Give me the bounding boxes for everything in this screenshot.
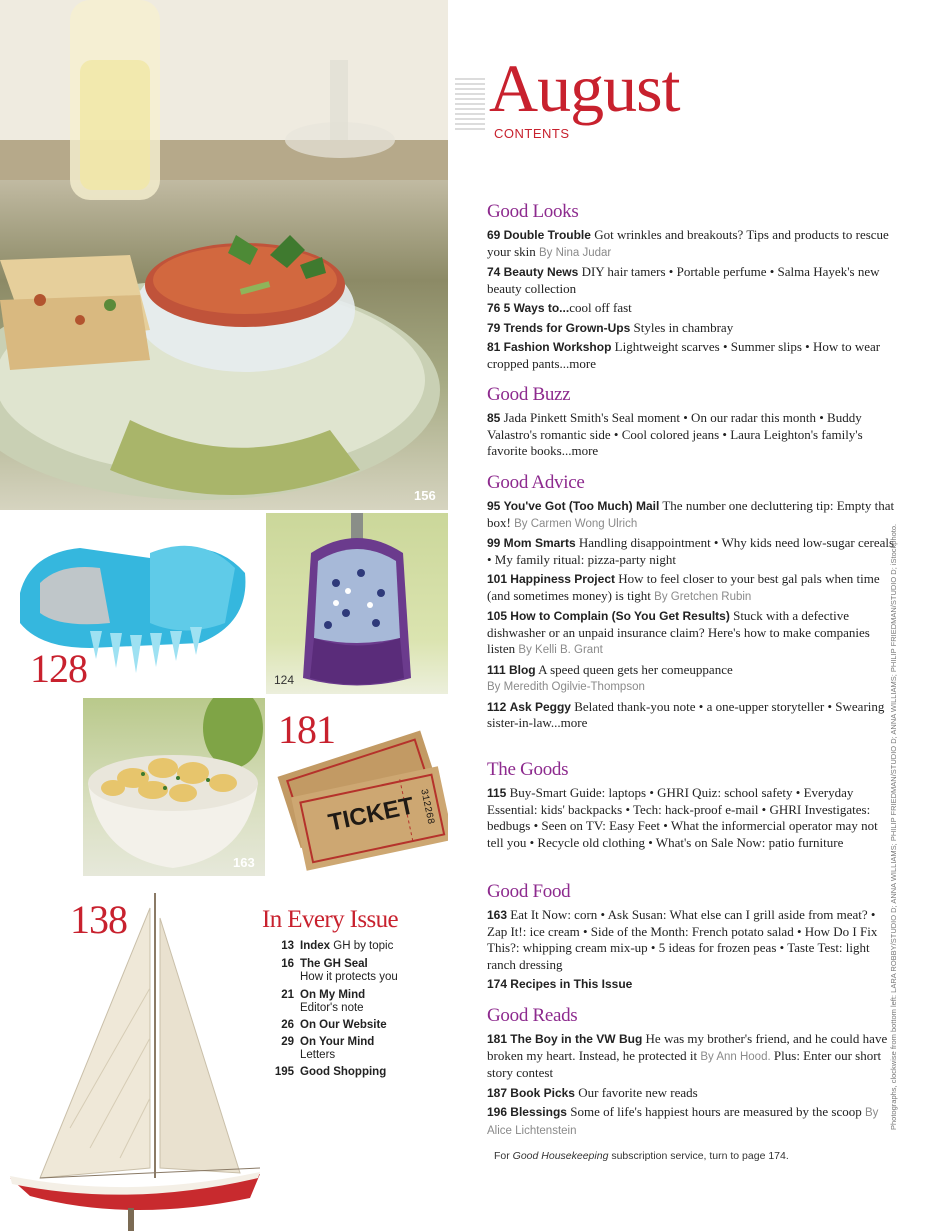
photo-big-page-number: 138 xyxy=(70,897,127,942)
contents-entry[interactable]: 115 Buy-Smart Guide: laptops • GHRI Quiz: school safety • Everyday Essential: kids' backpacks • Tech: hack-proof e-mail • GHRI Investigates: bedbugs • Seen on TV: Easy Feet • What the informercial operator may not tell you • Recycle old clothing • What's on Sale Now: patio furniture xyxy=(487,785,878,850)
contents-entry[interactable]: 111 Blog A speed queen gets her comeuppance By Meredith Ogilvie-Thompson xyxy=(487,661,733,693)
potato-salad-illustration xyxy=(83,698,265,876)
contents-entry[interactable]: 174 Recipes in This Issue xyxy=(487,977,633,991)
sailboat-illustration xyxy=(0,878,260,1231)
contents-entry[interactable]: 196 Blessings Some of life's happiest hours are measured by the scoop By Alice Lichtenstein xyxy=(487,1104,879,1137)
section-title: The Goods xyxy=(487,759,569,780)
section-good-buzz xyxy=(487,384,897,463)
contents-entry[interactable]: 181 The Boy in the VW Bug He was my brother's friend, and he could have broken my heart. Instead, he protected it By Ann Hood. Plus: Enter our short story contest xyxy=(487,1031,888,1080)
section-good-food xyxy=(487,881,897,996)
ticket-serial: 312268 xyxy=(417,788,436,826)
contents-entry[interactable]: 112 Ask Peggy Belated thank-you note • a one-upper storyteller • Swearing sister-in-law...more xyxy=(487,698,885,730)
contents-entry[interactable]: 105 How to Complain (So You Get Results) Stuck with a defective dishwasher or an unpaid insurance claim? Here's how to make companies listen By Kelli B. Grant xyxy=(487,608,870,656)
section-good-advice xyxy=(487,472,897,735)
issue-item-index[interactable]: 13 Index GH by topic xyxy=(281,940,394,952)
section-title: Good Looks xyxy=(487,201,579,222)
contents-entry[interactable]: 95 You've Got (Too Much) Mail The number one decluttering tip: Empty that box! By Carmen Wong Ulrich xyxy=(487,498,895,530)
section-title: Good Advice xyxy=(487,472,585,493)
section-good-looks xyxy=(487,201,897,375)
masthead-title: August xyxy=(489,50,680,126)
contents-entry[interactable]: 99 Mom Smarts Handling disappointment • Why kids need low-sugar cereals • My family ritual: pizza-party night xyxy=(487,535,895,567)
issue-item-on-your-mind[interactable]: 29 On Your Mind Letters xyxy=(281,1036,375,1061)
photo-credit-text: Photographs, clockwise from bottom left: LARA ROBBY/STUDIO D; ANNA WILLIAMS; PHILIP FRIEDMAN/STUDIO D; ANNA WILLIAMS; PHILIP FRIEDMAN/STUDIO D; iStockphoto. xyxy=(889,523,898,1130)
issue-item-gh-seal[interactable]: 16 The GH Seal How it protects you xyxy=(281,958,398,983)
section-title: Good Reads xyxy=(487,1005,578,1026)
contents-entry[interactable]: 74 Beauty News DIY hair tamers • Portable perfume • Salma Hayek's new beauty collection xyxy=(487,264,880,296)
photo-big-page-number: 128 xyxy=(30,646,87,691)
photo-page-number: 124 xyxy=(274,673,295,687)
masthead-rule-lines xyxy=(455,77,485,137)
contents-entry[interactable]: 101 Happiness Project How to feel closer to your best gal pals when time (and sometimes money) is tight By Gretchen Rubin xyxy=(487,571,880,603)
ticket-word: TICKET xyxy=(326,792,417,837)
contents-entry[interactable]: 69 Double Trouble Got wrinkles and breakouts? Tips and products to rescue your skin By Nina Judar xyxy=(487,227,889,259)
section-title: Good Buzz xyxy=(487,384,571,405)
photo-slipper xyxy=(0,513,262,694)
section-good-reads xyxy=(487,1005,897,1142)
gazpacho-illustration xyxy=(0,0,448,510)
photo-tickets xyxy=(268,698,448,876)
contents-entry[interactable]: 187 Book Picks Our favorite new reads xyxy=(487,1084,698,1100)
photo-big-page-number: 181 xyxy=(278,707,335,752)
masthead-subtitle: CONTENTS xyxy=(494,126,570,141)
issue-item-on-our-website[interactable]: 26 On Our Website xyxy=(281,1019,387,1031)
photo-gazpacho xyxy=(0,0,448,510)
photo-page-number: 156 xyxy=(414,488,436,503)
photo-credit xyxy=(878,420,898,1140)
contents-entry[interactable]: 81 Fashion Workshop Lightweight scarves • Summer slips • How to wear cropped pants...more xyxy=(487,339,881,371)
subscription-note: For Good Housekeeping subscription service, turn to page 174. xyxy=(494,1150,789,1162)
contents-entry[interactable]: 163 Eat It Now: corn • Ask Susan: What else can I grill aside from meat? • Zap It!: ice cream • Side of the Month: French potato salad • How Do I Fix This?: whipping cream mix-up • 5 ideas for frozen peas • Taste Test: light ranch dressing xyxy=(487,907,878,972)
photo-page-number: 163 xyxy=(233,855,255,870)
issue-item-good-shopping[interactable]: 195 Good Shopping xyxy=(274,1066,387,1078)
section-title: Good Food xyxy=(487,881,571,902)
issue-item-on-my-mind[interactable]: 21 On My Mind Editor's note xyxy=(281,989,366,1014)
section-the-goods xyxy=(487,759,897,854)
contents-entry[interactable]: 79 Trends for Grown-Ups Styles in chambray xyxy=(487,319,734,335)
photo-sailboat xyxy=(0,878,260,1231)
photo-potato-salad xyxy=(83,698,265,876)
contents-entry[interactable]: 76 5 Ways to...cool off fast xyxy=(487,300,632,315)
contents-entry[interactable]: 85 Jada Pinkett Smith's Seal moment • On our radar this month • Buddy Valastro's romantic side • Cool colored jeans • Laura Leighton's family's favorite books...more xyxy=(487,410,863,458)
photo-backpack xyxy=(266,513,448,694)
in-every-issue-title: In Every Issue xyxy=(262,906,398,933)
backpack-illustration xyxy=(266,513,448,694)
